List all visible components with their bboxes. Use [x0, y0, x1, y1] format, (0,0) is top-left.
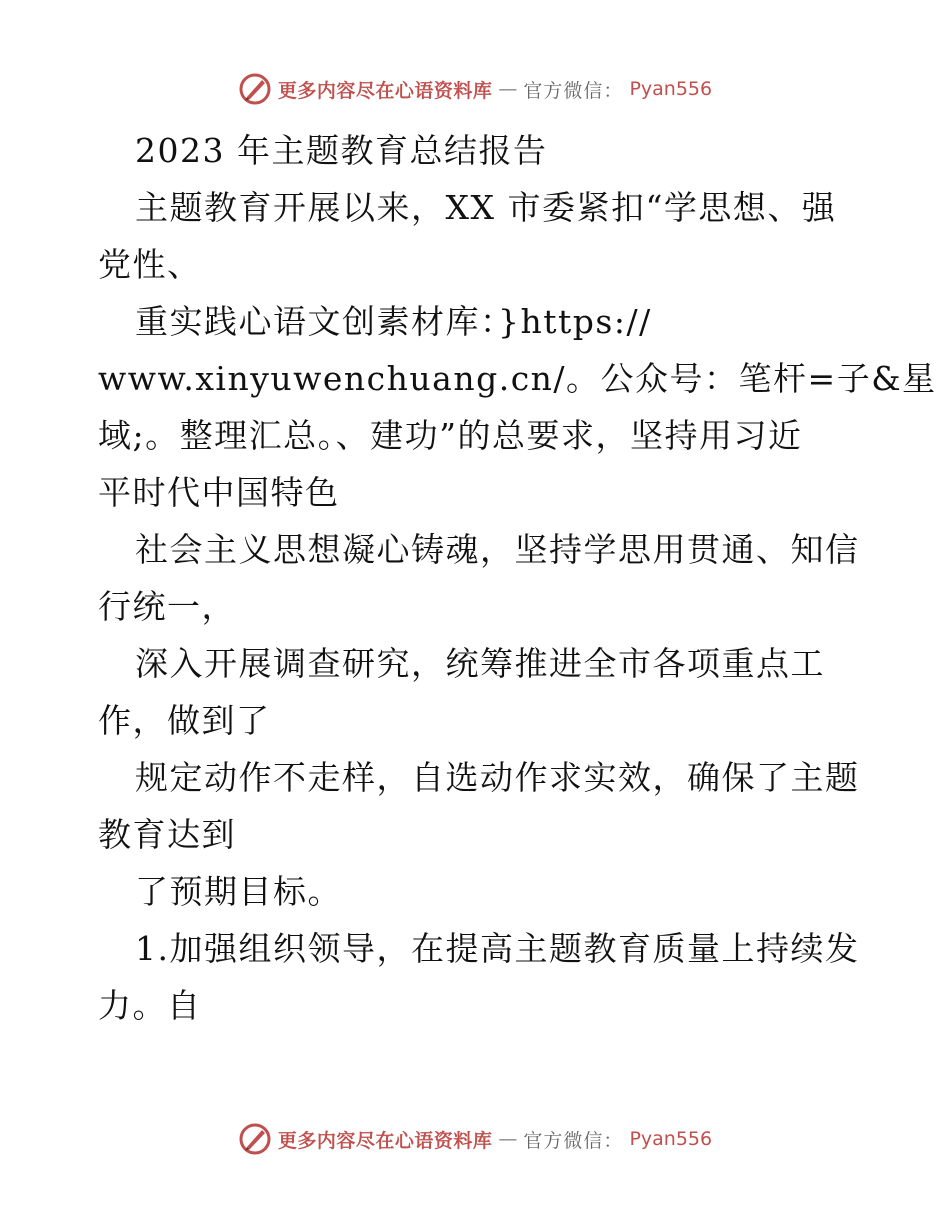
watermark-separator: —: [498, 1128, 518, 1150]
watermark-main-text: 更多内容尽在心语资料库: [277, 79, 493, 102]
paragraph-line: 重实践心语文创素材库：}https://: [135, 302, 652, 341]
paragraph-line: 作，做到了: [98, 701, 271, 740]
paragraph-line: 力。自: [98, 986, 202, 1025]
paragraph-line: 了预期目标。: [135, 872, 342, 911]
pen-logo-icon: [238, 72, 272, 106]
watermark-separator: —: [498, 78, 518, 100]
pen-logo-icon: [238, 1122, 272, 1156]
footer-watermark: [0, 1122, 950, 1156]
watermark-wechat-id: Pyan556: [629, 78, 713, 100]
paragraph-line: 党性、: [98, 245, 202, 284]
watermark-wechat-id: Pyan556: [629, 1128, 713, 1150]
paragraph-line: 平时代中国特色: [98, 473, 340, 512]
watermark-official-label: 官方微信：: [523, 1129, 624, 1152]
paragraph-line: 规定动作不走样，自选动作求实效，确保了主题: [135, 758, 860, 797]
paragraph-line: 域;。整理汇总。、建功”的总要求，坚持用习近: [98, 416, 803, 455]
paragraph-line: www.xinyuwenchuang.cn/。公众号：笔杆=子&星: [98, 359, 937, 398]
paragraph-line: 教育达到: [98, 815, 236, 854]
paragraph-line: 深入开展调查研究，统筹推进全市各项重点工: [135, 644, 825, 683]
paragraph-line: 主题教育开展以来，XX 市委紧扣“学思想、强: [135, 188, 837, 227]
document-title: 2023 年主题教育总结报告: [135, 131, 548, 170]
watermark-official-label: 官方微信：: [523, 79, 624, 102]
header-watermark: [0, 72, 950, 106]
paragraph-line: 社会主义思想凝心铸魂，坚持学思用贯通、知信: [135, 530, 860, 569]
paragraph-line: 行统一，: [98, 587, 236, 626]
watermark-main-text: 更多内容尽在心语资料库: [277, 1129, 493, 1152]
section-heading-line: 1.加强组织领导，在提高主题教育质量上持续发: [135, 929, 860, 968]
document-body: [98, 122, 937, 1034]
